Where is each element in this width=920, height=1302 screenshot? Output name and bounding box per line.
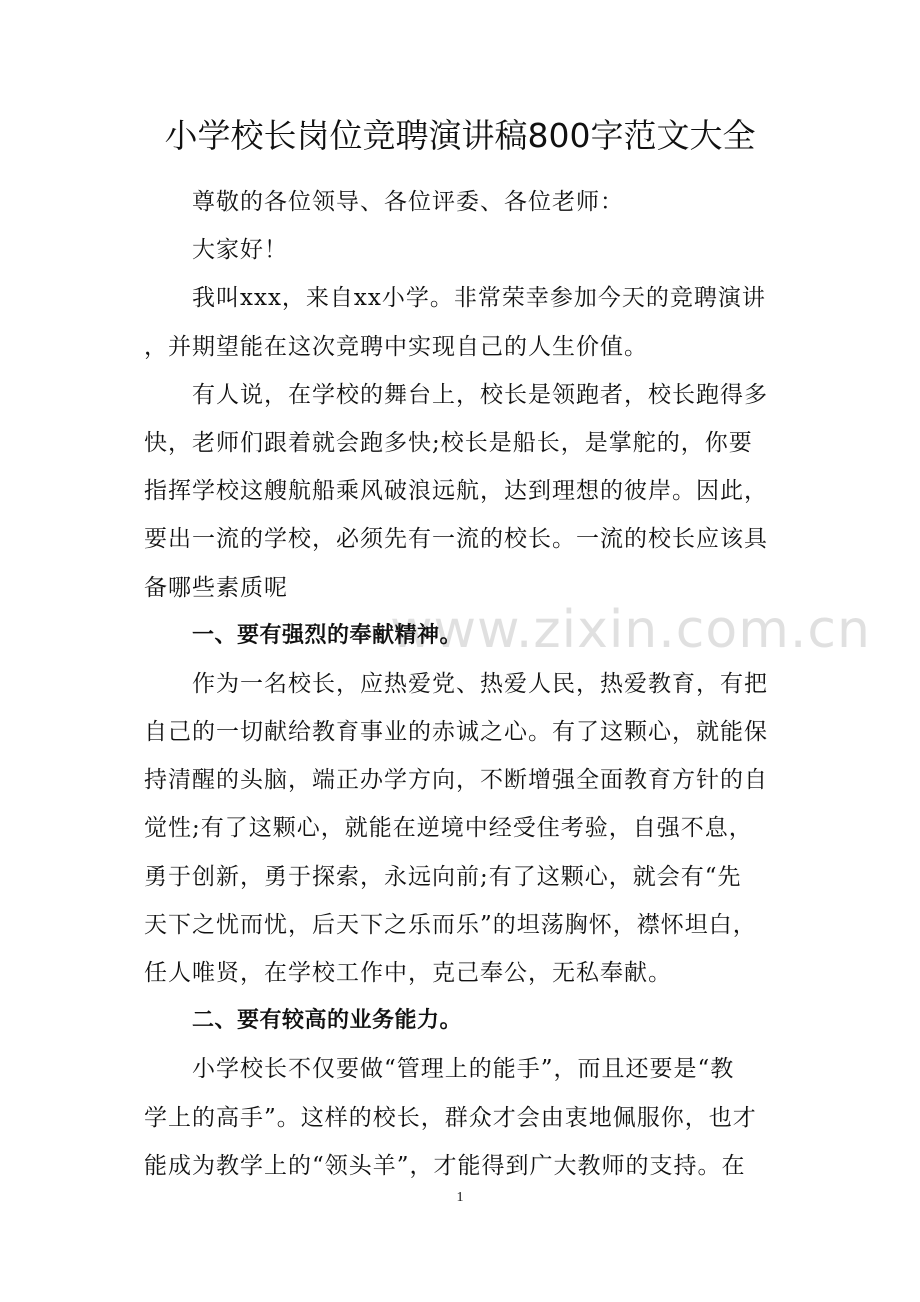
paragraph-line: 天下之忧而忧，后天下之乐而乐”的坦荡胸怀，襟怀坦白，	[144, 911, 757, 938]
paragraph-line: 有人说，在学校的舞台上，校长是领跑者，校长跑得多	[192, 381, 768, 408]
section-heading: 一、要有强烈的奉献精神。	[192, 622, 463, 648]
paragraph-line: 我叫xxx，来自xx小学。非常荣幸参加今天的竞聘演讲	[192, 285, 766, 312]
paragraph-line: 指挥学校这艘航船乘风破浪远航，达到理想的彼岸。因此，	[144, 478, 768, 505]
paragraph-line: 作为一名校长，应热爱党、热爱人民，热爱教育，有把	[192, 670, 768, 697]
paragraph-line: 备哪些素质呢	[144, 574, 288, 601]
paragraph-line: 要出一流的学校，必须先有一流的校长。一流的校长应该具	[144, 526, 768, 553]
paragraph-line: 勇于创新，勇于探索，永远向前;有了这颗心，就会有“先	[144, 863, 742, 890]
paragraph-line: 自己的一切献给教育事业的赤诚之心。有了这颗心，就能保	[144, 719, 768, 746]
watermark: www.zixin.com.cn	[390, 600, 871, 660]
paragraph-line: 快，老师们跟着就会跑多快;校长是船长，是掌舵的，你要	[144, 429, 753, 456]
paragraph-line: 持清醒的头脑，端正办学方向，不断增强全面教育方针的自	[144, 767, 768, 794]
paragraph-line: 觉性;有了这颗心，就能在逆境中经受住考验，自强不息，	[144, 815, 753, 842]
paragraph-line: ，并期望能在这次竞聘中实现自己的人生价值。	[144, 333, 648, 360]
paragraph-line: 大家好！	[192, 237, 288, 264]
page-number: 1	[456, 1190, 464, 1205]
paragraph-line: 任人唯贤，在学校工作中，克己奉公，无私奉献。	[144, 960, 672, 986]
paragraph-line: 学上的高手”。这样的校长，群众才会由衷地佩服你，也才	[144, 1104, 757, 1131]
paragraph-line: 尊敬的各位领导、各位评委、各位老师：	[192, 189, 624, 215]
section-heading: 二、要有较高的业务能力。	[192, 1008, 463, 1034]
document-body	[144, 178, 778, 1190]
paragraph-line: 能成为教学上的“领头羊”，才能得到广大教师的支持。在	[144, 1152, 746, 1179]
document-title: 小学校长岗位竞聘演讲稿800字范文大全	[164, 116, 756, 155]
paragraph-line: 小学校长不仅要做“管理上的能手”，而且还要是“教	[192, 1056, 735, 1083]
